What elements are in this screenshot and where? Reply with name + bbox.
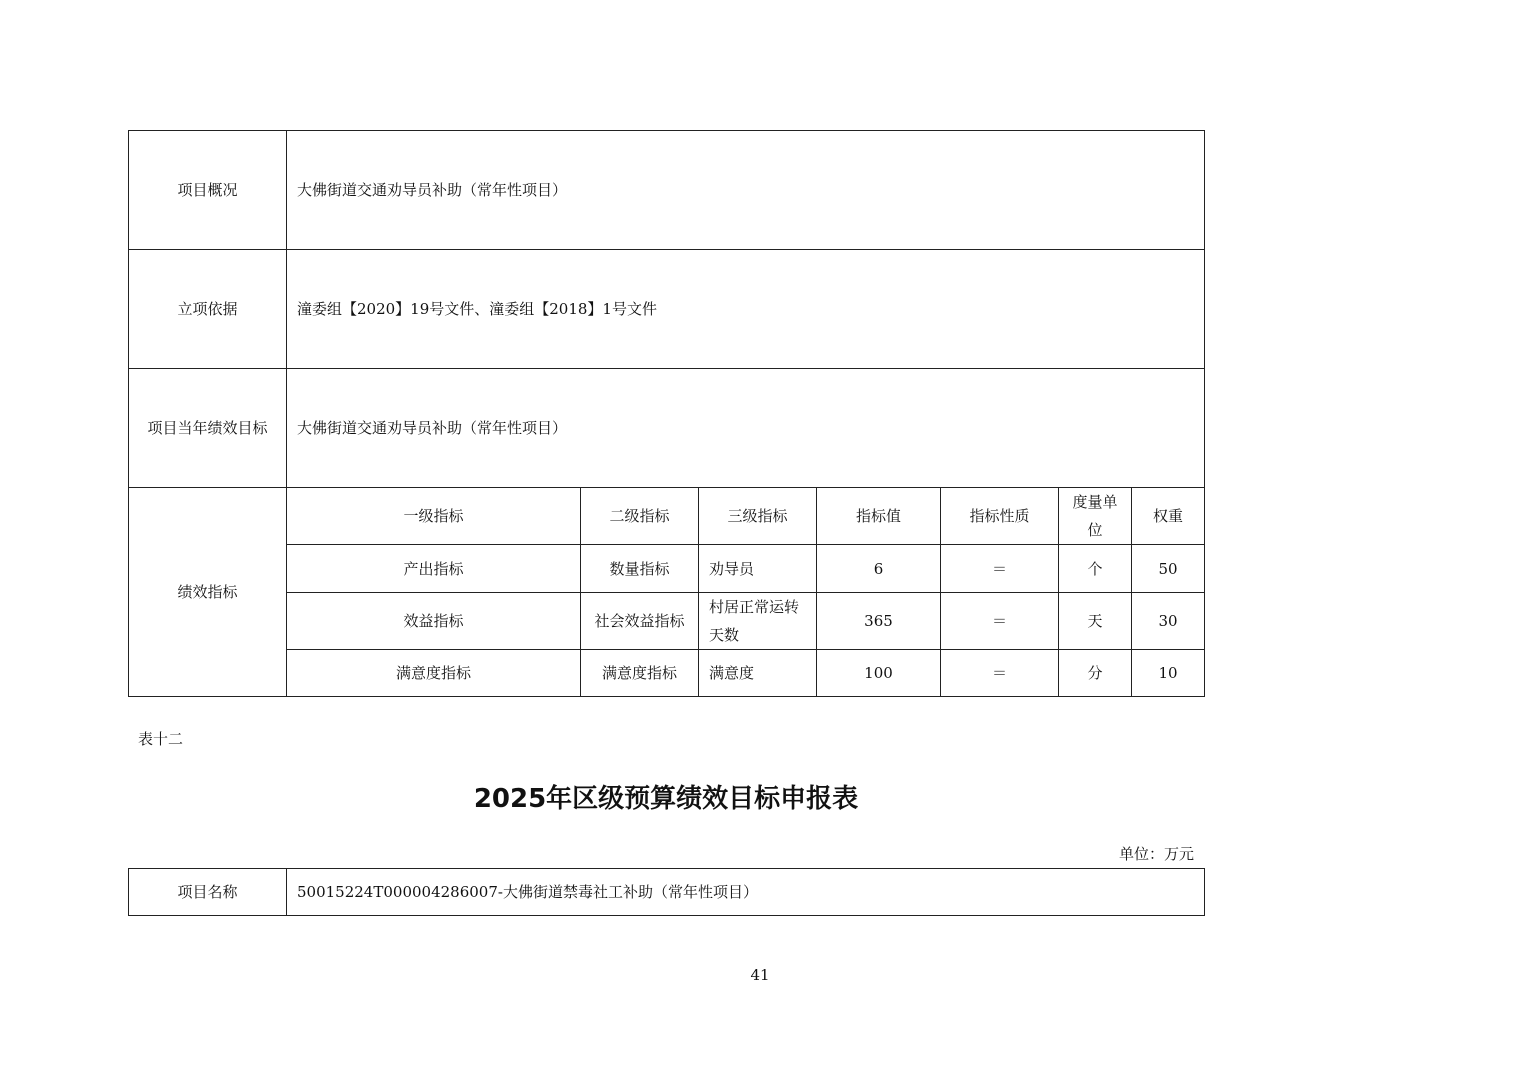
table-caption: 表十二: [138, 730, 184, 748]
overview-label: 项目概况: [129, 131, 287, 250]
project-name-table: [128, 868, 1205, 916]
cell-level1: 产出指标: [287, 545, 581, 593]
header-value: 指标值: [817, 488, 941, 545]
basis-label: 立项依据: [129, 250, 287, 369]
cell-value: 6: [817, 545, 941, 593]
cell-level2: 社会效益指标: [581, 593, 699, 650]
basis-row: [129, 250, 1205, 369]
page-title: 2025年区级预算绩效目标申报表: [473, 784, 859, 814]
header-nature: 指标性质: [941, 488, 1059, 545]
cell-weight: 30: [1132, 593, 1205, 650]
indicators-label: 绩效指标: [129, 488, 287, 697]
page-number: 41: [750, 966, 770, 984]
cell-level3: 劝导员: [699, 545, 817, 593]
table-row: [129, 545, 1205, 593]
performance-goal-table: [128, 130, 1205, 697]
cell-level1: 效益指标: [287, 593, 581, 650]
overview-row: [129, 131, 1205, 250]
unit-label: 单位：万元: [1118, 845, 1194, 863]
cell-nature: ＝: [941, 545, 1059, 593]
basis-value: 潼委组【2020】19号文件、潼委组【2018】1号文件: [287, 250, 1205, 369]
goal-label: 项目当年绩效目标: [129, 369, 287, 488]
goal-value: 大佛街道交通劝导员补助（常年性项目）: [287, 369, 1205, 488]
cell-level2: 数量指标: [581, 545, 699, 593]
header-weight: 权重: [1132, 488, 1205, 545]
header-level1: 一级指标: [287, 488, 581, 545]
project-name-label: 项目名称: [129, 869, 287, 916]
table-row: [129, 593, 1205, 650]
goal-row: [129, 369, 1205, 488]
cell-unit: 天: [1059, 593, 1132, 650]
header-level3: 三级指标: [699, 488, 817, 545]
header-unit: 度量单位: [1059, 488, 1132, 545]
project-name-row: [129, 869, 1205, 916]
cell-value: 365: [817, 593, 941, 650]
overview-value: 大佛街道交通劝导员补助（常年性项目）: [287, 131, 1205, 250]
project-name-value: 50015224T000004286007-大佛街道禁毒社工补助（常年性项目）: [287, 869, 1205, 916]
header-level2: 二级指标: [581, 488, 699, 545]
cell-value: 100: [817, 650, 941, 697]
cell-weight: 50: [1132, 545, 1205, 593]
indicator-header-row: [129, 488, 1205, 545]
cell-level2: 满意度指标: [581, 650, 699, 697]
cell-level3: 满意度: [699, 650, 817, 697]
cell-weight: 10: [1132, 650, 1205, 697]
cell-nature: ＝: [941, 650, 1059, 697]
cell-unit: 个: [1059, 545, 1132, 593]
cell-level1: 满意度指标: [287, 650, 581, 697]
cell-level3: 村居正常运转天数: [699, 593, 817, 650]
table-row: [129, 650, 1205, 697]
cell-unit: 分: [1059, 650, 1132, 697]
cell-nature: ＝: [941, 593, 1059, 650]
